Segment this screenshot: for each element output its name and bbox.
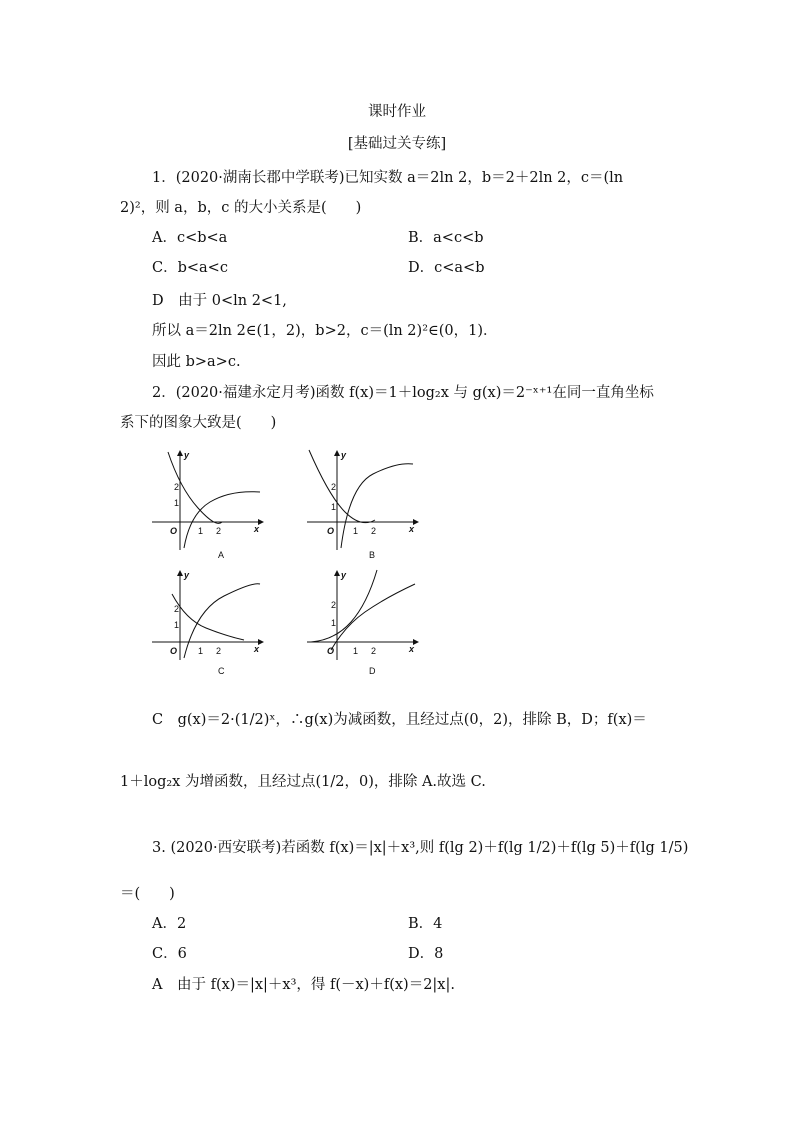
q2-solution-line2: 1＋log₂x 为增函数，且经过点(1/2，0)，排除 A.故选 C. [120,774,486,790]
q1-solution-line2: 所以 a＝2ln 2∈(1，2)，b>2，c＝(ln 2)²∈(0，1)． [152,323,498,339]
graph-b-xtick-1: 1 [353,526,359,536]
graph-b-ytick-2: 2 [331,482,337,492]
graph-a-ytick-2: 2 [174,482,180,492]
q3-option-d: D．8 [408,946,444,962]
graph-a-x-label: x [254,524,260,534]
graph-c-x-label: x [254,644,260,654]
q2-solution-line1: C g(x)＝2·(1/2)ˣ，∴g(x)为减函数，且经过点(0，2)，排除 B，D；f(x)＝ [152,712,647,728]
graph-c-ytick-2: 2 [174,604,180,614]
graph-d-x-label: x [409,644,415,654]
graph-d-caption: D [369,666,376,676]
graph-c-xtick-2: 2 [216,646,222,656]
q3-stem-line2: ＝( ) [120,886,175,902]
q1-option-a: A．c<b<a [152,230,228,246]
graph-b-ytick-1: 1 [331,502,337,512]
q2-stem-line2: 系下的图象大致是( ) [120,415,277,431]
q1-solution-line1: D 由于 0<ln 2<1, [152,293,287,309]
graph-a-origin: O [170,526,178,536]
q2-stem-line1: 2．(2020·福建永定月考)函数 f(x)＝1＋log₂x 与 g(x)＝2⁻ˣ⁺¹在同一直角坐标 [152,385,654,401]
q3-option-a: A．2 [152,916,187,932]
q1-option-c: C．b<a<c [152,260,228,276]
graph-c-ytick-1: 1 [174,620,180,630]
graph-b-caption: B [369,550,376,560]
graph-c-origin: O [170,646,178,656]
graph-d-origin: O [327,646,335,656]
graph-d-y-label: y [341,570,347,580]
q1-option-b: B．a<c<b [408,230,484,246]
graph-a-ytick-1: 1 [174,498,180,508]
page-title: 课时作业 [368,104,426,120]
graph-b-xtick-2: 2 [371,526,377,536]
graph-a-y-label: y [184,450,190,460]
q3-option-b: B．4 [408,916,443,932]
graph-b-origin: O [327,526,335,536]
graph-a-xtick-2: 2 [216,526,222,536]
q1-stem-line2: 2)²，则 a，b，c 的大小关系是( ) [120,200,362,216]
graph-b-x-label: x [409,524,415,534]
graph-a-caption: A [218,550,225,560]
q3-solution: A 由于 f(x)＝|x|＋x³，得 f(－x)＋f(x)＝2|x|. [152,977,455,993]
graph-d-ytick-2: 2 [331,600,337,610]
graph-c-y-label: y [184,570,190,580]
graph-c-caption: C [218,666,225,676]
section-heading: [基础过关专练] [347,136,447,152]
graph-d-xtick-2: 2 [371,646,377,656]
q1-stem-line1: 1．(2020·湖南长郡中学联考)已知实数 a＝2ln 2，b＝2＋2ln 2，c＝(ln [152,170,624,186]
q1-solution-line3: 因此 b>a>c. [152,354,241,370]
graph-c-xtick-1: 1 [198,646,204,656]
graph-d-xtick-1: 1 [353,646,359,656]
graph-a-xtick-1: 1 [198,526,204,536]
graph-d-ytick-1: 1 [331,618,337,628]
graph-b-y-label: y [341,450,347,460]
graph-c [150,570,270,684]
graph-a [150,450,270,572]
graph-d [305,570,425,684]
q3-stem-line1: 3. (2020·西安联考)若函数 f(x)＝|x|＋x³,则 f(lg 2)＋f(lg 1/2)＋f(lg 5)＋f(lg 1/5) [152,840,689,856]
q3-option-c: C．6 [152,946,187,962]
q1-option-d: D．c<a<b [408,260,485,276]
graph-b [305,450,425,572]
